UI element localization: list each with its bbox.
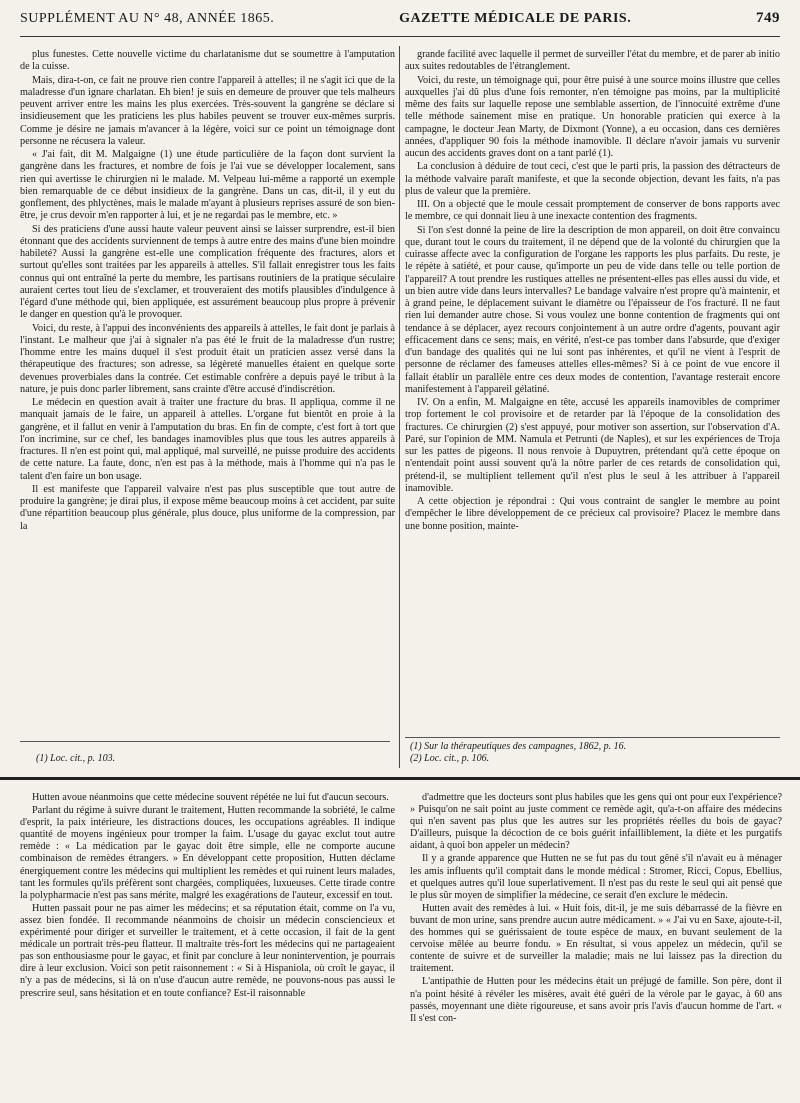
paragraph: Le médecin en question avait à traiter une fracture du bras. Il appliqua, comme il ne manquait jamais de le faire, un appareil à attelles. L'organe fut bientôt en proie à la gangrène, et il fallut en venir à l'amputation du bras. En fin de compte, c'est fort à tort que l'on incrimine, sur ce chef, les bandages inamovibles plus que tous les autres appareils à fractures. Il n'en est point qui, mal appliqué, mal surveillé, ne puisse produire des accidents de cette nature. La faute, donc, n'en est pas à la méthode, mais à l'homme qui n'a pas le talent d'en faire un bon usage. [20, 397, 395, 482]
header-supplement: SUPPLÉMENT AU N° 48, ANNÉE 1865. [20, 11, 275, 26]
paragraph: d'admettre que les docteurs sont plus habiles que les gens qui ont pour eux l'expérience? » Puisqu'on ne sait point au juste comment ce remède agit, qu'a-t-on affaire des médecins qui n'en savent pas plus que les autres sur les propriétés réelles du bois de gayac? D'ailleurs, puisque la décoction de ce bois guérit infailliblement, la diète et les purgatifs aidant, à quoi bon appeler un médecin? [410, 792, 782, 852]
header-journal-title: GAZETTE MÉDICALE DE PARIS. [399, 11, 632, 26]
footnote: (1) Loc. cit., p. 103. [36, 753, 116, 764]
paragraph: Si l'on s'est donné la peine de lire la description de mon appareil, on doit être convaincu que, durant tout le cours du traitement, il ne dépend que de la volonté du chirurgien que la cuirasse affecte avec la configuration de l'organe les rapports les plus parfaits. Du reste, je le répète à satiété, et pour cause, qu'importe un peu de vide dans telle ou telle portion de l'appareil? A tout prendre les rustiques attelles ne présentent-elles pas elles aussi du vide, et un bien autre vide dans leurs intervalles? Le bandage valvaire n'est propre qu'à maintenir, et à grand peine, le déplacement suivant le diamètre ou l'épaisseur de l'os fracturé. Il ne faut rien lui demander autre chose. Si vous voulez une bonne contention de fragments qui ont tendance à se déplacer, ayez recours conjointement à un autre ordre d'agents, pouvant agir efficacement dans ce sens; mais, en vérité, n'est-ce pas tomber dans l'absurde, que d'exiger d'un bandage des qualités qui ne lui sont pas inhérentes, et qu'il ne vient à l'esprit de personne de réclamer des fameuses attelles elles-mêmes? Si à ce point de vue encore il fallait établir un parallèle entre ces deux modes de contention, l'avantage resterait encore manifestement à l'appareil gélatiné. [405, 224, 780, 395]
paragraph: Mais, dira-t-on, ce fait ne prouve rien contre l'appareil à attelles; il ne s'agit ici que de la maladresse d'un ignare charlatan. Eh bien! je suis en demeure de prouver que tels malheurs peuvent arriver entre les mains les plus exercées. Très-souvent la gangrène se déclare si insidieusement que les praticiens les plus habiles peuvent se trouver eux-mêmes surpris. Comme je désire ne jamais m'avancer à la légère, voici sur ce point un témoignage dont personne ne récusera la valeur. [20, 74, 395, 147]
paragraph: A cette objection je répondrai : Qui vous contraint de sangler le membre au point d'empêcher le libre développement de ce précieux cal provisoire? Placez le membre dans une bonne position, mainte- [405, 496, 780, 532]
paragraph: Si des praticiens d'une aussi haute valeur peuvent ainsi se laisser surprendre, est-il bien étonnant que des accidents surviennent de temps à autre entre des mains d'une bien moindre habileté? Aussi la gangrène est-elle une complication fréquente des fractures, alors et surtout qu'elles sont traitées par les appareils à attelles. S'il fallait enregistrer tous les faits connus qui ont entraîné la perte du membre, les partisans routiniers de la pratique séculaire auraient certes tout lieu de s'exclamer, et trouveraient des motifs plausibles d'indulgence à l'égard d'une méthode qui, bien appliquée, est assurément beaucoup plus propre à prévenir le danger en question qu'à le provoquer. [20, 223, 395, 321]
paragraph: III. On a objecté que le moule cessait promptement de conserver de bons rapports avec le membre, ce qui donnait lieu à une inexacte contention des fragments. [405, 199, 780, 223]
paragraph: Il est manifeste que l'appareil valvaire n'est pas plus susceptible que tout autre de produire la gangrène; je dirai plus, il expose même beaucoup moins à cet accident, par suite d'une répartition beaucoup plus générale, plus douce, plus uniforme de la compression, par la [20, 483, 395, 532]
upper-right-column [405, 49, 780, 735]
feuilleton-separator [0, 777, 800, 780]
paragraph: Voici, du reste, un témoignage qui, pour être puisé à une source moins illustre que celles auxquelles j'ai dû plus d'une fois remonter, n'en témoigne pas moins, par la multiplicité même des faits sur laquelle repose une semblable assertion, de l'innocuité extrême d'une telle méthode sainement mise en pratique. Un honorable praticien qui exerce à la campagne, le docteur Jean Marty, de Dixmont (Yonne), a eu occasion, dans ces dernières années, d'appliquer 90 fois la méthode inamovible. Il déclare n'avoir jamais vu survenir aucun des accidents graves dont on a tant parlé (1). [405, 74, 780, 159]
page-number: 749 [756, 10, 780, 26]
paragraph: La conclusion à déduire de tout ceci, c'est que le parti pris, la passion des détracteurs de la méthode valvaire paraît manifeste, et que la seconde objection, devant les faits, n'a pas plus de valeur que la première. [405, 161, 780, 197]
lower-right-column [410, 792, 782, 1098]
paragraph: IV. On a enfin, M. Malgaigne en tête, accusé les appareils inamovibles de comprimer trop fortement le col provisoire et de retarder par là l'époque de la consolidation des fractures. Ce chirurgien (2) s'est appuyé, pour motiver son assertion, sur l'observation d'A. Paré, sur l'opinion de MM. Namula et Petrunti (de Naples), et sur les expériences de Troja sur les pattes de pigeons. Il nous renvoie à Dupuytren, prétendant qu'à cette époque on n'entendait point aussi souvent qu'à la nôtre parler de ces retards de consolidation qui, prétend-il, se multiplient tellement qu'il n'est plus le seul à les attribuer à l'appareil inamovible. [405, 397, 780, 494]
paragraph: grande facilité avec laquelle il permet de surveiller l'état du membre, et de parer ab initio aux suites redoutables de l'étranglement. [405, 49, 780, 73]
paragraph: Parlant du régime à suivre durant le traitement, Hutten recommande la sobriété, le calme d'esprit, la paix intérieure, les distractions douces, les occupations agréables. Il indique quantité de moyens ingénieux pour tromper la faim. L'usage du gayac exclut tout autre remède : « La médication par le gayac doit être simple, elle ne comporte aucune combinaison de remèdes étrangers. » En développant cette proposition, Hutten déclame énergiquement contre les médecins qui multiplient les remèdes et qui ruinent leurs malades, tant les formules qu'ils préfèrent sont chargées, compliquées, luxueuses. Cette tirade contre la polypharmacie n'est pas sans mérite, malgré les exagérations de l'auteur, excessif en tout. [20, 805, 395, 901]
lower-left-column [20, 792, 395, 1098]
paragraph: Hutten avait des remèdes à lui. « Huit fois, dit-il, je me suis débarrassé de la fièvre en buvant de mon urine, sans prendre aucun autre médicament. » « J'ai vu en Saxe, ajoute-t-il, des hommes qui se guérissaient de toute espèce de maux, en buvant seulement de la cervoise mêlée au beurre fondu. » En résultat, si vous appelez un médecin, qu'il se contente de suivre et de surveiller la maladie; mais ne lui laissez pas la direction du traitement. [410, 902, 782, 975]
paragraph: L'antipathie de Hutten pour les médecins était un préjugé de famille. Son père, dont il n'a point hésité à révéler les misères, avait été guéri de la vérole par le gayac, à 60 ans passés, moyennant une diète rigoureuse, et sans avoir pris l'avis d'aucun homme de l'art. « Il s'est con- [410, 976, 782, 1024]
paragraph: Voici, du reste, à l'appui des inconvénients des appareils à attelles, le fait dont je parlais à l'instant. Le malheur que j'ai à signaler n'a pas été le fruit de la maladresse d'un rustre; l'homme entre les mains duquel il s'est produit était un praticien assez versé dans la thérapeutique des fractures; son adresse, sa légèreté manuelles étaient en quelque sorte devenues proverbiales dans la contrée. Cet estimable confrère a depuis payé le tribut à la nature, je puis donc parler librement, sans crainte d'être accusé d'indiscrétion. [20, 322, 395, 395]
paragraph: Il y a grande apparence que Hutten ne se fut pas du tout gêné s'il n'avait eu à ménager les amis influents qu'il comptait dans le monde médical : Stromer, Ricci, Copus, Ebellius, et quelques autres qu'il loue superlativement. Il n'est pas du reste le seul qui ait pensé que le plus sûr moyen de simplifier la médecine, ce serait d'en exclure le médecin. [410, 853, 782, 901]
running-header [20, 10, 780, 37]
footnote: (2) Loc. cit., p. 106. [410, 753, 490, 764]
footnote-rule-left [20, 741, 390, 742]
paragraph: Hutten passait pour ne pas aimer les médecins; et sa réputation était, comme on l'a vu, assez bien fondée. Il recommande néanmoins de choisir un médecin consciencieux et expérimenté pour diriger et surveiller le traitement, et à cette occasion, il fait de la gent médicale un portrait très-peu flatteur. Il maltraite très-fort les médecins qui ne partageaient pas son enthousiasme pour le gayac, et finit par conclure à leur nonintervention, je pourrais dire à leur exclusion. Voici son petit raisonnement : « Si à Hispaniola, où croît le gayac, il n'y a pas de médecins, si là on n'use d'aucun autre remède, ne pouvons-nous pas aussi le prescrire seul, sans hésitation et en toute confiance? Est-il raisonnable [20, 902, 395, 999]
footnote: (1) Sur la thérapeutiques des campagnes, 1862, p. 16. [410, 741, 627, 752]
paragraph: « J'ai fait, dit M. Malgaigne (1) une étude particulière de la façon dont survient la gangrène dans les fractures, et nombre de fois je l'ai vue se développer localement, sans rien qui avertisse le chirurgien ni le malade. M. Velpeau lui-même a rapporté un exemple bien remarquable de ce début insidieux de la gangrène. Dans un cas, dit-il, il y eut du gonflement, des phlyctènes, mais le malade m'ayant à plusieurs reprises assuré de son bien-être, je crus devoir m'en rapporter à lui, et je ne regardai pas le membre, etc. » [20, 149, 395, 222]
footnote-rule-right [405, 737, 780, 738]
paragraph: plus funestes. Cette nouvelle victime du charlatanisme dut se soumettre à l'amputation de la cuisse. [20, 49, 395, 73]
paragraph: Hutten avoue néanmoins que cette médecine souvent répétée ne lui fut d'aucun secours. [32, 792, 389, 803]
upper-left-column [20, 49, 395, 735]
footnotes-left [36, 753, 386, 765]
footnotes-right [410, 741, 770, 765]
column-divider [399, 46, 400, 768]
